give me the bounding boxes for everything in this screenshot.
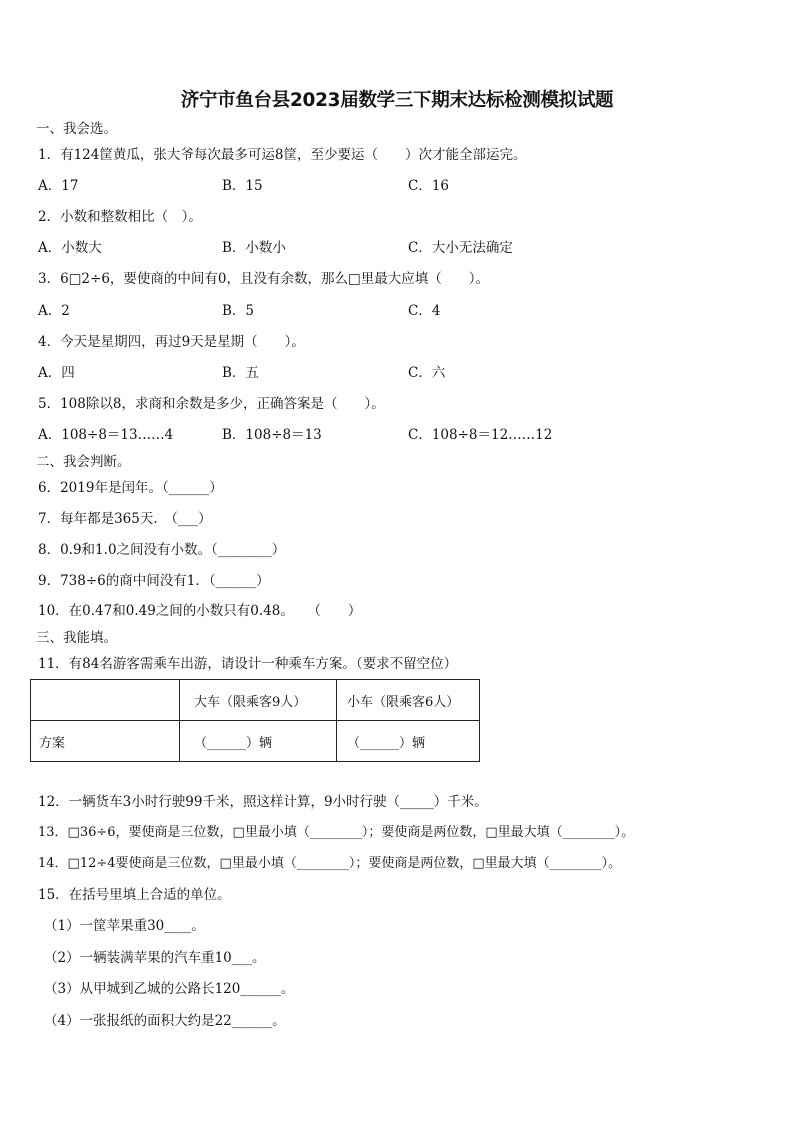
q1-option-c: C．16 [408, 178, 450, 194]
question-12: 12．一辆货车3小时行驶99千米，照这样计算，9小时行驶（_____）千米。 [38, 794, 488, 810]
table-header-big-bus: 大车（限乘客9人） [180, 680, 337, 721]
question-14: 14．□12÷4要使商是三位数，□里最小填（________）；要使商是两位数，□里最大填（________）。 [38, 856, 622, 871]
q4-option-b: B．五 [222, 365, 259, 381]
question-9: 9．738÷6的商中间没有1．（______） [38, 573, 270, 589]
table-row [31, 721, 480, 762]
section-2-heading: 二、我会判断。 [36, 454, 131, 470]
question-6: 6．2019年是闰年。（______） [38, 480, 223, 496]
question-15-part-3: （3）从甲城到乙城的公路长120______。 [44, 981, 295, 997]
small-car-count-blank: （______）辆 [337, 721, 480, 762]
big-bus-count-blank: （______）辆 [180, 721, 337, 762]
table-header-row [31, 680, 480, 721]
page-title: 济宁市鱼台县2023届数学三下期末达标检测模拟试题 [180, 90, 614, 111]
plan-table [30, 679, 480, 762]
question-13: 13．□36÷6，要使商是三位数，□里最小填（________）；要使商是两位数，□里最大填（________）。 [38, 825, 635, 840]
table-header-small-car: 小车（限乘客6人） [337, 680, 480, 721]
q4-option-a: A．四 [38, 365, 75, 381]
question-15-part-4: （4）一张报纸的面积大约是22______。 [44, 1013, 286, 1029]
q2-option-b: B．小数小 [222, 240, 286, 256]
question-8: 8．0.9和1.0之间没有小数。（________） [38, 542, 286, 558]
q4-option-c: C．六 [408, 365, 446, 381]
q5-option-c: C．108÷8＝12……12 [408, 427, 553, 443]
question-15: 15．在括号里填上合适的单位。 [38, 887, 231, 903]
q3-option-b: B．5 [222, 303, 255, 319]
section-1-heading: 一、我会选。 [36, 121, 117, 137]
question-4: 4．今天是星期四，再过9天是星期（ ）。 [38, 334, 305, 350]
q5-option-b: B．108÷8＝13 [222, 427, 322, 443]
q1-option-a: A．17 [38, 178, 79, 194]
question-7: 7．每年都是365天. （___） [38, 511, 212, 527]
q3-option-c: C．4 [408, 303, 441, 319]
q1-option-b: B．15 [222, 178, 263, 194]
table-row-label: 方案 [31, 721, 180, 762]
q3-option-a: A．2 [38, 303, 70, 319]
question-15-part-1: （1）一筐苹果重30____。 [44, 918, 205, 934]
table-header-empty [31, 680, 180, 721]
section-3-heading: 三、我能填。 [36, 630, 117, 646]
q2-option-c: C．大小无法确定 [408, 240, 513, 256]
question-15-part-2: （2）一辆装满苹果的汽车重10___。 [44, 950, 266, 966]
q2-option-a: A．小数大 [38, 240, 102, 256]
question-11: 11．有84名游客需乘车出游，请设计一种乘车方案。（要求不留空位） [38, 656, 458, 672]
q5-option-a: A．108÷8＝13……4 [38, 427, 174, 443]
question-5: 5．108除以8，求商和余数是多少，正确答案是（ ）。 [38, 396, 385, 412]
question-2: 2．小数和整数相比（ ）。 [38, 209, 202, 225]
question-1: 1．有124筐黄瓜，张大爷每次最多可运8筐，至少要运（ ）次才能全部运完。 [38, 147, 527, 163]
question-3: 3．6□2÷6，要使商的中间有0，且没有余数，那么□里最大应填（ ）。 [38, 271, 490, 287]
question-10: 10．在0.47和0.49之间的小数只有0.48。 （ ） [38, 603, 362, 619]
